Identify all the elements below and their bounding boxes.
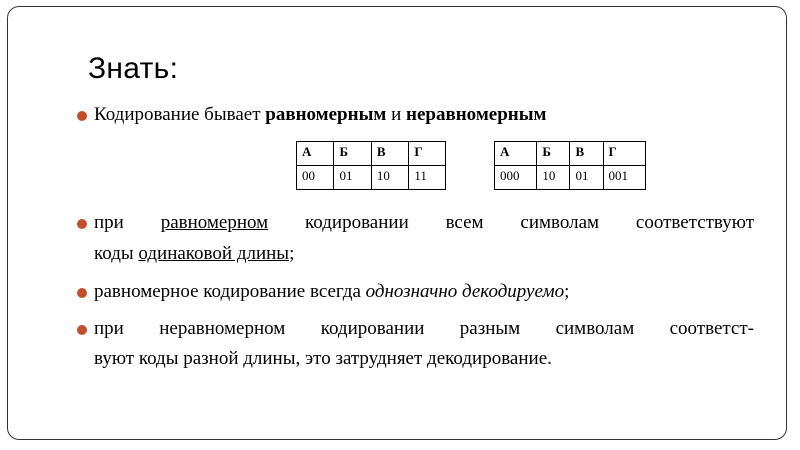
bullet-1-bold-uniform: равномерным bbox=[265, 104, 387, 125]
table-cell: 00 bbox=[297, 166, 334, 190]
bullet-marker bbox=[77, 325, 87, 335]
table-row bbox=[495, 166, 646, 190]
nonuniform-code-table bbox=[494, 141, 646, 190]
bullet-2-text-b: кодировании всем символам соответствуют bbox=[268, 212, 755, 233]
table-cell: 10 bbox=[371, 166, 408, 190]
bullet-2-text-c: коды bbox=[94, 243, 139, 264]
bullet-1-text-a: Кодирование бывает bbox=[94, 104, 266, 125]
bullet-1-text-b: и bbox=[386, 104, 407, 125]
bullet-3-text-a: равномерное кодирование всегда bbox=[94, 281, 366, 302]
table-cell: 11 bbox=[409, 166, 446, 190]
table-cell: 01 bbox=[334, 166, 371, 190]
table-cell: В bbox=[371, 142, 408, 166]
table-cell: Г bbox=[603, 142, 645, 166]
italic-uniquely-decodable: однозначно декодируемо bbox=[365, 281, 565, 302]
bullet-4-line-2: вуют коды разной длины, это затрудняет декодирование. bbox=[94, 348, 552, 369]
table-cell: Б bbox=[537, 142, 570, 166]
underlined-uniform: равномерном bbox=[160, 212, 269, 233]
table-row bbox=[297, 166, 446, 190]
underlined-same-length: одинаковой длины bbox=[138, 243, 290, 264]
table-cell: 10 bbox=[537, 166, 570, 190]
table-cell: А bbox=[495, 142, 537, 166]
table-cell: 001 bbox=[603, 166, 645, 190]
bullet-2-line-1 bbox=[94, 208, 754, 238]
bullet-marker bbox=[77, 111, 87, 121]
bullet-2-line-2 bbox=[94, 239, 294, 269]
bullet-3-text-b: ; bbox=[564, 281, 570, 302]
bullet-2-text-a: при bbox=[94, 212, 161, 233]
table-cell: Г bbox=[409, 142, 446, 166]
bullet-1 bbox=[94, 100, 547, 130]
uniform-code-table bbox=[296, 141, 446, 190]
table-header-row bbox=[297, 142, 446, 166]
bullet-2-text-d: ; bbox=[289, 243, 295, 264]
table-cell: 01 bbox=[570, 166, 603, 190]
table-cell: А bbox=[297, 142, 334, 166]
bullet-1-bold-nonuniform: неравномерным bbox=[406, 104, 547, 125]
bullet-3 bbox=[94, 277, 569, 307]
table-header-row bbox=[495, 142, 646, 166]
bullet-marker bbox=[77, 219, 87, 229]
table-cell: Б bbox=[334, 142, 371, 166]
table-cell: 000 bbox=[495, 166, 537, 190]
table-cell: В bbox=[570, 142, 603, 166]
bullet-4-line-1: при неравномерном кодировании разным символам соответст- bbox=[94, 318, 754, 339]
slide-title: Знать: bbox=[88, 52, 179, 85]
bullet-marker bbox=[77, 288, 87, 298]
